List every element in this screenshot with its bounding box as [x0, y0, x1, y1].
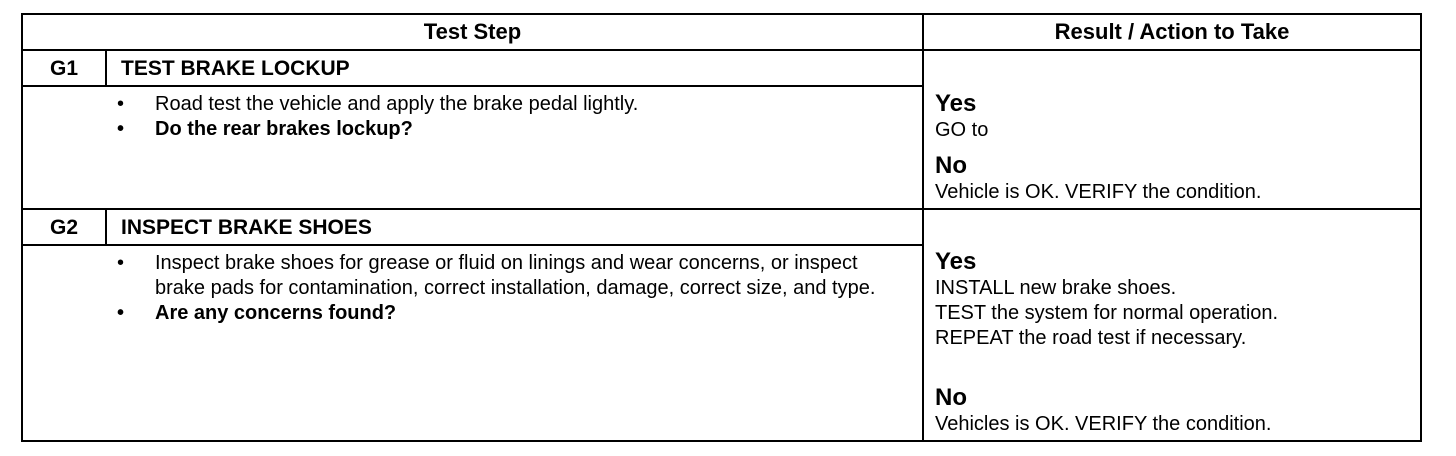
- step-body-g2: [107, 251, 897, 326]
- step-title-g2: INSPECT BRAKE SHOES: [121, 216, 372, 239]
- list-item: [107, 117, 907, 142]
- question-text: Are any concerns found?: [155, 302, 397, 324]
- yes-label: Yes: [935, 90, 977, 117]
- yes-action-line: INSTALL new brake shoes.: [935, 277, 1177, 299]
- result-g2-no: [935, 384, 1415, 437]
- list-item: [107, 92, 907, 117]
- no-action-line: Vehicles is OK. VERIFY the condition.: [935, 413, 1272, 435]
- step-id-g2: G2: [49, 216, 78, 239]
- yes-label: Yes: [935, 248, 977, 275]
- no-label: No: [935, 152, 967, 179]
- list-item: [107, 301, 897, 326]
- header-result-action: Result / Action to Take: [1054, 19, 1290, 44]
- yes-action-line: GO to: [935, 119, 989, 141]
- question-text: Do the rear brakes lockup?: [155, 118, 413, 140]
- yes-action-line: TEST the system for normal operation.: [935, 302, 1279, 324]
- instruction-text: Inspect brake shoes for grease or fluid on linings and wear concerns, or inspect brake pads for contamination, correct installation, damage, correct size, and type.: [155, 252, 876, 299]
- list-item: [107, 251, 897, 301]
- no-label: No: [935, 384, 967, 411]
- bullet-icon: •: [117, 93, 125, 115]
- step-title-g1: TEST BRAKE LOCKUP: [121, 57, 350, 80]
- g1-title-divider: [23, 85, 922, 87]
- instruction-text: Road test the vehicle and apply the brake pedal lightly.: [155, 93, 639, 115]
- result-g2: [935, 248, 1415, 351]
- result-g1: [935, 90, 1415, 205]
- no-action-line: Vehicle is OK. VERIFY the condition.: [935, 181, 1262, 203]
- bullet-icon: •: [117, 252, 125, 274]
- header-test-step: Test Step: [423, 19, 522, 44]
- step-id-g1: G1: [49, 57, 78, 80]
- diagnostic-table: [21, 13, 1422, 442]
- bullet-icon: •: [117, 118, 125, 140]
- step-body-g1: [107, 92, 907, 142]
- column-divider: [922, 15, 924, 440]
- yes-action-line: REPEAT the road test if necessary.: [935, 327, 1247, 349]
- g2-title-divider: [23, 244, 922, 246]
- bullet-icon: •: [117, 302, 125, 324]
